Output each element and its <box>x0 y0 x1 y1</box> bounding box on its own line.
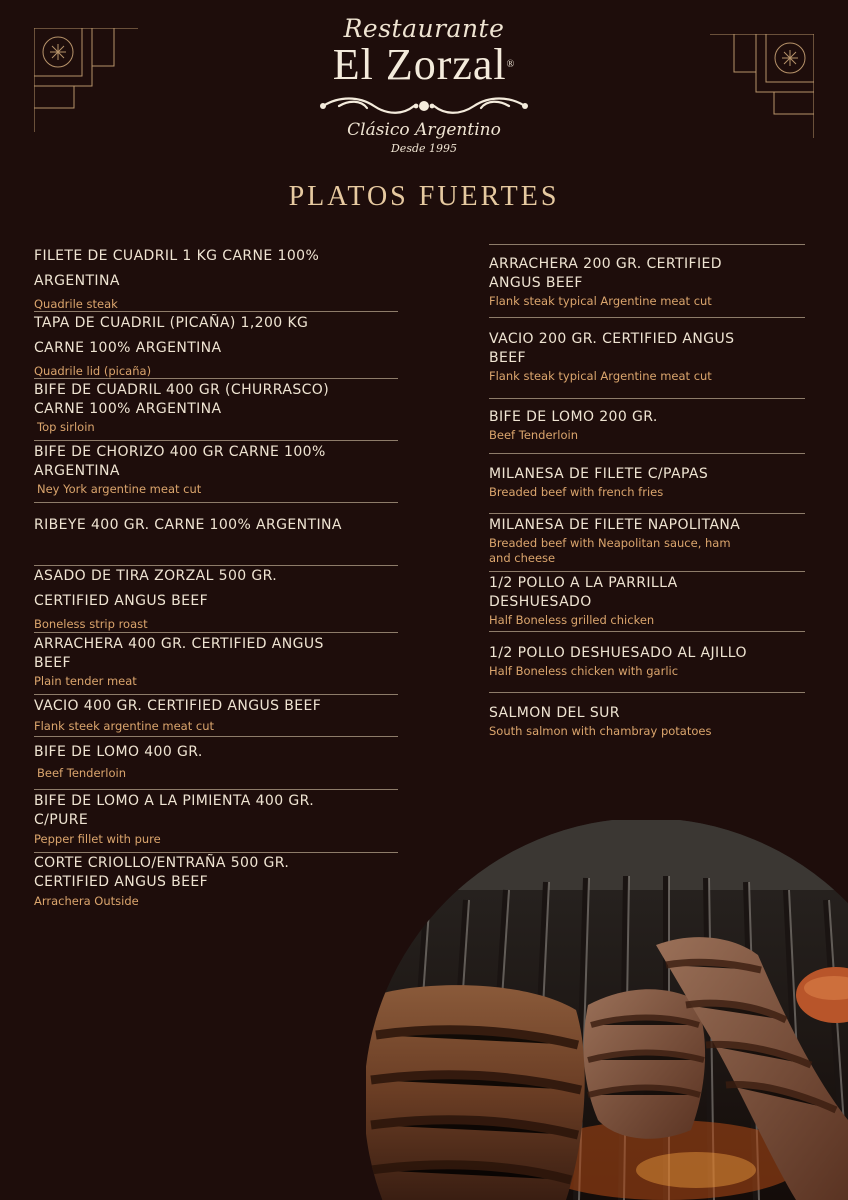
logo-subtitle: Clásico Argentino <box>347 120 501 140</box>
menu-item: ASADO DE TIRA ZORZAL 500 GR. CERTIFIED ANGUS BEEF Boneless strip roast <box>34 568 278 631</box>
divider <box>489 317 805 318</box>
divider <box>34 311 398 312</box>
divider <box>34 789 398 790</box>
divider <box>34 502 398 503</box>
divider <box>34 378 398 379</box>
divider <box>489 398 805 399</box>
menu-item: 1/2 POLLO DESHUESADO AL AJILLO Half Boneless chicken with garlic <box>489 645 747 678</box>
logo-since: Desde 1995 <box>390 142 458 155</box>
menu-item: ARRACHERA 200 GR. CERTIFIED ANGUS BEEF Flank steak typical Argentine meat cut <box>489 256 722 308</box>
menu-item: BIFE DE LOMO A LA PIMIENTA 400 GR. C/PURE Pepper fillet with pure <box>34 793 315 846</box>
menu-item: ARRACHERA 400 GR. CERTIFIED ANGUS BEEF Plain tender meat <box>34 636 324 688</box>
divider <box>489 692 805 693</box>
menu-item: BIFE DE LOMO 200 GR. Beef Tenderloin <box>489 409 658 442</box>
divider <box>34 736 398 737</box>
divider <box>34 694 398 695</box>
menu-item: BIFE DE CHORIZO 400 GR CARNE 100% ARGENTINA Ney York argentine meat cut <box>34 444 326 496</box>
menu-item: TAPA DE CUADRIL (PICAÑA) 1,200 KG CARNE 100% ARGENTINA Quadrile lid (picaña) <box>34 315 309 378</box>
divider <box>489 571 805 572</box>
divider <box>34 565 398 566</box>
logo-top-text: Restaurante <box>343 14 505 43</box>
restaurant-logo <box>0 14 848 156</box>
menu-item: BIFE DE CUADRIL 400 GR (CHURRASCO) CARNE 100% ARGENTINA Top sirloin <box>34 382 330 434</box>
logo-scroll-icon <box>319 94 529 118</box>
menu-item: MILANESA DE FILETE C/PAPAS Breaded beef with french fries <box>489 466 709 499</box>
divider <box>489 453 805 454</box>
menu-item: VACIO 200 GR. CERTIFIED ANGUS BEEF Flank steak typical Argentine meat cut <box>489 331 735 383</box>
menu-item: 1/2 POLLO A LA PARRILLA DESHUESADO Half Boneless grilled chicken <box>489 575 678 627</box>
menu-item: CORTE CRIOLLO/ENTRAÑA 500 GR. CERTIFIED ANGUS BEEF Arrachera Outside <box>34 855 290 908</box>
section-title: PLATOS FUERTES <box>288 181 560 212</box>
divider <box>489 631 805 632</box>
divider <box>34 852 398 853</box>
divider <box>489 513 805 514</box>
menu-item: VACIO 400 GR. CERTIFIED ANGUS BEEF Flank steek argentine meat cut <box>34 698 322 733</box>
menu-item: RIBEYE 400 GR. CARNE 100% ARGENTINA <box>34 517 342 533</box>
grilled-meat-photo <box>366 820 848 1200</box>
divider <box>34 440 398 441</box>
divider <box>489 244 805 245</box>
menu-item: FILETE DE CUADRIL 1 KG CARNE 100% ARGENTINA Quadrile steak <box>34 248 320 311</box>
divider <box>34 632 398 633</box>
logo-name: El Zorzal® <box>332 40 516 89</box>
menu-item: SALMON DEL SUR South salmon with chambray potatoes <box>489 705 712 738</box>
menu-item: BIFE DE LOMO 400 GR. Beef Tenderloin <box>34 744 203 780</box>
menu-item: MILANESA DE FILETE NAPOLITANA Breaded beef with Neapolitan sauce, ham and cheese <box>489 517 741 565</box>
